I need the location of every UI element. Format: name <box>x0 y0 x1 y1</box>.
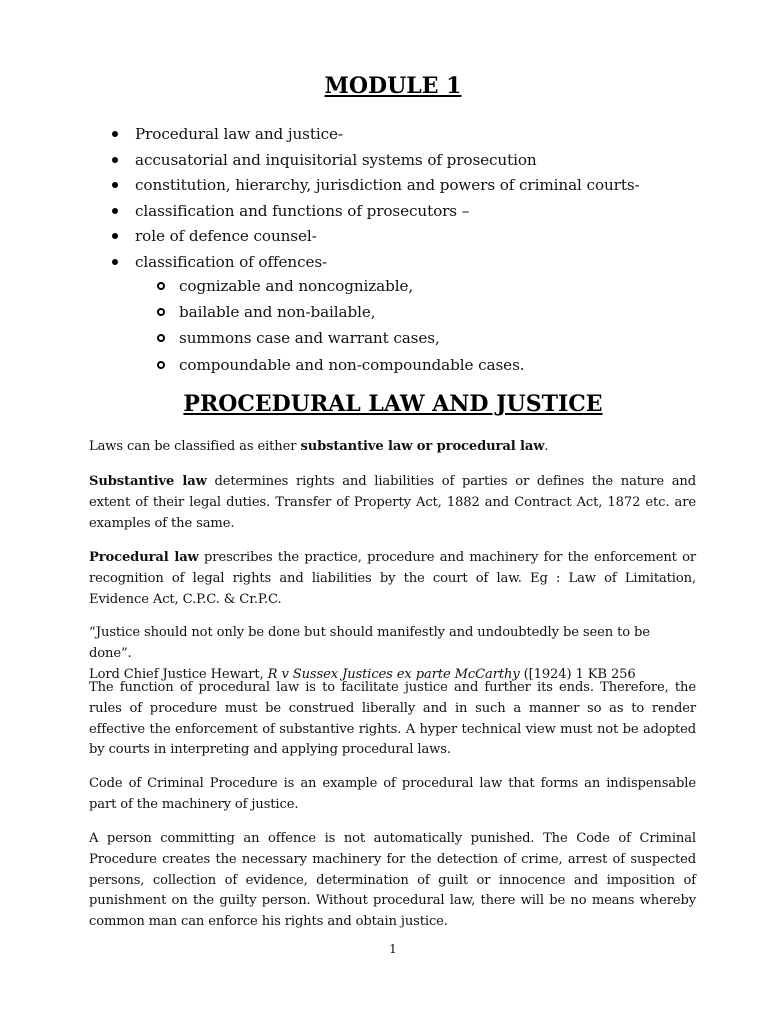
list-item: role of defence counsel- <box>100 224 640 250</box>
bullet-dot-icon <box>112 157 118 163</box>
module-title: MODULE 1 <box>324 73 462 99</box>
bullet-dot-icon <box>112 259 118 265</box>
paragraph-substantive-law: Substantive law determines rights and liabilities of parties or defines the nature and extent of their legal duties. Transfer of Property Act, 1882 and Contract Act, 1872 etc. are examples of the same. <box>89 474 696 531</box>
hollow-bullet-icon <box>157 334 165 342</box>
bullet-dot-icon <box>112 233 118 239</box>
sub-list-item: compoundable and non-compoundable cases. <box>156 352 525 378</box>
bullet-dot-icon <box>112 208 118 214</box>
paragraph-procedural-law: Procedural law prescribes the practice, procedure and machinery for the enforcement or recognition of legal rights and liabilities by the court of law. Eg : Law of Limitation, Evidence Act, C.P.C. & Cr.P.C. <box>89 550 697 607</box>
paragraph-law-classification: Laws can be classified as either substantive law or procedural law. <box>89 439 549 454</box>
sub-list-item: summons case and warrant cases, <box>156 325 525 351</box>
list-item: Procedural law and justice- <box>100 122 640 148</box>
outline-list <box>100 122 640 276</box>
paragraph-quote: “Justice should not only be done but should manifestly and undoubtedly be seen to be done”. Lord Chief Justice Hewart, R v Sussex Justices ex parte McCarthy ([1924) 1 KB 256 <box>89 625 650 682</box>
list-item: accusatorial and inquisitorial systems of prosecution <box>100 148 640 174</box>
list-item: classification of offences- <box>100 250 640 276</box>
list-item: constitution, hierarchy, jurisdiction and powers of criminal courts- <box>100 173 640 199</box>
bullet-dot-icon <box>112 131 118 137</box>
offence-classification-sublist <box>156 273 525 378</box>
hollow-bullet-icon <box>157 361 165 369</box>
paragraph-punishment: A person committing an offence is not automatically punished. The Code of Criminal Procedure creates the necessary machinery for the detection of crime, arrest of suspected persons, collection of evidence, determination of guilt or innocence and imposition of punishment on the guilty person. Without procedural law, there will be no means whereby common man can enforce his rights and obtain justice. <box>89 831 696 930</box>
hollow-bullet-icon <box>157 308 165 316</box>
page-number: 1 <box>389 942 397 956</box>
list-item: classification and functions of prosecutors – <box>100 199 640 225</box>
sub-list-item: cognizable and noncognizable, <box>156 273 525 299</box>
paragraph-function-of-procedural-law: The function of procedural law is to facilitate justice and further its ends. Therefore, the rules of procedure must be construed liberally and in such a manner so as to render effective the enforcement of substantive rights. A hyper technical view must not be adopted by courts in interpreting and applying procedural laws. <box>89 680 696 758</box>
sub-list-item: bailable and non-bailable, <box>156 299 525 325</box>
hollow-bullet-icon <box>157 282 165 290</box>
section-title: PROCEDURAL LAW AND JUSTICE <box>183 391 603 417</box>
paragraph-crpc: Code of Criminal Procedure is an example of procedural law that forms an indispensable part of the machinery of justice. <box>89 776 696 812</box>
bullet-dot-icon <box>112 182 118 188</box>
